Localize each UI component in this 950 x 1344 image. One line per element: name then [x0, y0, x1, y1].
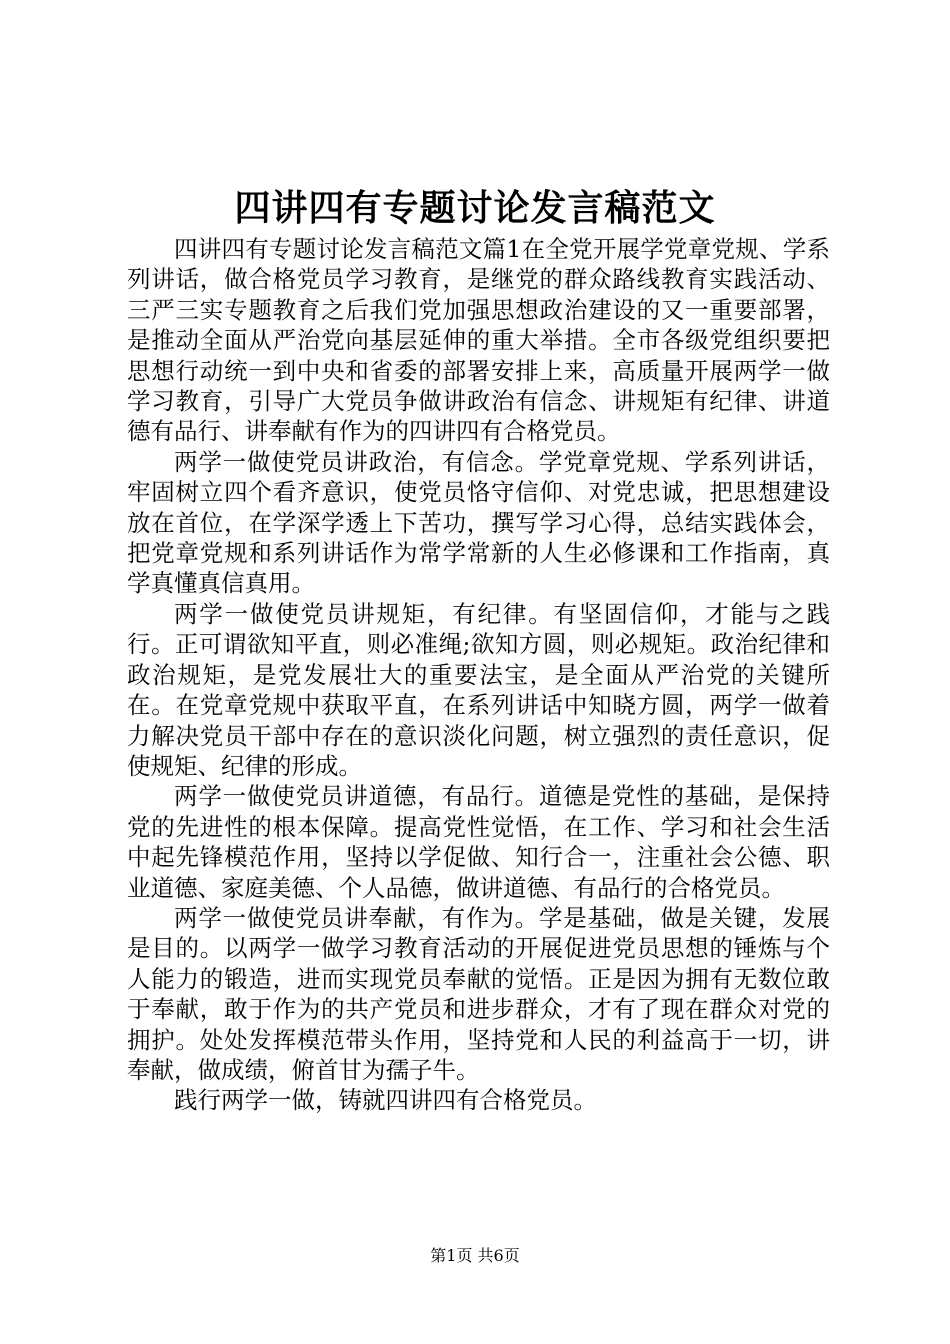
- paragraph-politics: 两学一做使党员讲政治，有信念。学党章党规、学系列讲话，牢固树立四个看齐意识，使党员恪守信仰、对党忠诚，把思想建设放在首位，在学深学透上下苦功，撰写学习心得，总结实践体会，把党章党规和系列讲话作为常学常新的人生必修课和工作指南，真学真懂真信真用。: [127, 447, 830, 598]
- paragraph-rules: 两学一做使党员讲规矩，有纪律。有坚固信仰，才能与之践行。正可谓欲知平直，则必准绳;欲知方圆，则必规矩。政治纪律和政治规矩，是党发展壮大的重要法宝，是全面从严治党的关键所在。在党章党规中获取平直，在系列讲话中知晓方圆，两学一做着力解决党员干部中存在的意识淡化问题，树立强烈的责任意识，促使规矩、纪律的形成。: [127, 599, 830, 780]
- page-number-footer: 第1页 共6页: [430, 1246, 520, 1265]
- document-body: [127, 234, 830, 1116]
- paragraph-dedication: 两学一做使党员讲奉献，有作为。学是基础，做是关键，发展是目的。以两学一做学习教育活动的开展促进党员思想的锤炼与个人能力的锻造，进而实现党员奉献的觉悟。正是因为拥有无数位敢于奉献，敢于作为的共产党员和进步群众，才有了现在群众对党的拥护。处处发挥模范带头作用，坚持党和人民的利益高于一切，讲奉献，做成绩，俯首甘为孺子牛。: [127, 903, 830, 1084]
- paragraph-morality: 两学一做使党员讲道德，有品行。道德是党性的基础，是保持党的先进性的根本保障。提高党性觉悟，在工作、学习和社会生活中起先锋模范作用，坚持以学促做、知行合一，注重社会公德、职业道德、家庭美德、个人品德，做讲道德、有品行的合格党员。: [127, 782, 830, 902]
- paragraph-conclusion: 践行两学一做，铸就四讲四有合格党员。: [174, 1086, 597, 1115]
- document-title: 四讲四有专题讨论发言稿范文: [234, 187, 716, 229]
- paragraph-intro: 四讲四有专题讨论发言稿范文篇1在全党开展学党章党规、学系列讲话，做合格党员学习教育，是继党的群众路线教育实践活动、三严三实专题教育之后我们党加强思想政治建设的又一重要部署，是推动全面从严治党向基层延伸的重大举措。全市各级党组织要把思想行动统一到中央和省委的部署安排上来，高质量开展两学一做学习教育，引导广大党员争做讲政治有信念、讲规矩有纪律、讲道德有品行、讲奉献有作为的四讲四有合格党员。: [127, 235, 830, 446]
